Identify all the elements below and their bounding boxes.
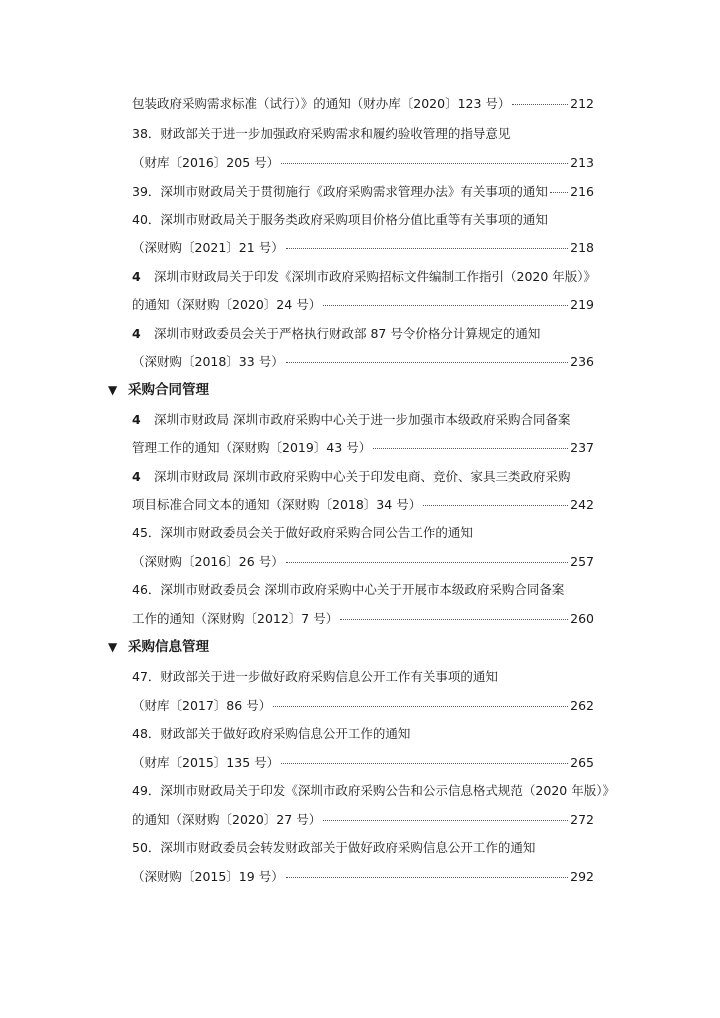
toc-entry-title[interactable]: 40．深圳市财政局关于服务类政府采购项目价格分值比重等有关事项的通知 (132, 212, 548, 227)
toc-entry[interactable]: 管理工作的通知（深财购〔2019〕43 号） 237 (132, 438, 594, 458)
toc-entry-title[interactable]: 4 深圳市财政局 深圳市政府采购中心关于进一步加强市本级政府采购合同备案 (132, 410, 594, 430)
toc-entry-title[interactable]: 49．深圳市财政局关于印发《深圳市政府采购公告和公示信息格式规范（2020 年版）》 (132, 783, 615, 798)
toc-entry-title[interactable]: 45．深圳市财政委员会关于做好政府采购合同公告工作的通知 (132, 525, 473, 540)
leader-dots (281, 153, 568, 164)
toc-entry-title[interactable]: 4 深圳市财政委员会关于严格执行财政部 87 号令价格分计算规定的通知 (132, 324, 594, 344)
leader-dots (373, 438, 568, 449)
entry-number: 4 (132, 469, 141, 484)
leader-dots (512, 94, 568, 105)
leader-dots (550, 182, 568, 193)
page-number: 260 (570, 611, 594, 626)
entry-number: 4 (132, 269, 141, 284)
leader-dots (323, 810, 568, 821)
triangle-down-icon: ▼ (108, 640, 118, 654)
toc-entry[interactable]: 项目标准合同文本的通知（深财购〔2018〕34 号） 242 (132, 495, 594, 515)
toc-entry[interactable]: 包装政府采购需求标准（试行）》的通知（财办库〔2020〕123 号） 212 (132, 94, 594, 114)
toc-entry[interactable]: （深财购〔2015〕19 号） 292 (132, 867, 594, 887)
page-number: 236 (570, 354, 594, 369)
page-number: 292 (570, 869, 594, 884)
leader-dots (273, 696, 568, 707)
toc-entry[interactable]: （深财购〔2018〕33 号） 236 (132, 352, 594, 372)
page-number: 242 (570, 497, 594, 512)
page-number: 218 (570, 240, 594, 255)
page-number: 257 (570, 554, 594, 569)
toc-entry-title[interactable]: 50．深圳市财政委员会转发财政部关于做好政府采购信息公开工作的通知 (132, 840, 536, 855)
leader-dots (286, 552, 568, 563)
leader-dots (340, 609, 568, 620)
toc-entry[interactable]: （财库〔2017〕86 号） 262 (132, 696, 594, 716)
triangle-down-icon: ▼ (108, 383, 118, 397)
page-number: 213 (570, 155, 594, 170)
leader-dots (423, 495, 568, 506)
toc-entry[interactable]: （深财购〔2021〕21 号） 218 (132, 238, 594, 258)
leader-dots (281, 753, 568, 764)
page-number: 272 (570, 812, 594, 827)
page-number: 219 (570, 297, 594, 312)
toc-entry-title[interactable]: 47．财政部关于进一步做好政府采购信息公开工作有关事项的通知 (132, 669, 498, 684)
toc-entry[interactable]: 工作的通知（深财购〔2012〕7 号） 260 (132, 609, 594, 629)
toc-entry-title[interactable]: 4 深圳市财政局 深圳市政府采购中心关于印发电商、竞价、家具三类政府采购 (132, 467, 594, 487)
leader-dots (323, 295, 568, 306)
toc-entry[interactable]: 39．深圳市财政局关于贯彻施行《政府采购需求管理办法》有关事项的通知 216 (132, 182, 594, 202)
page-number: 262 (570, 698, 594, 713)
entry-number: 4 (132, 326, 141, 341)
toc-entry[interactable]: （财库〔2015〕135 号） 265 (132, 753, 594, 773)
toc-entry-title[interactable]: 38．财政部关于进一步加强政府采购需求和履约验收管理的指导意见 (132, 126, 511, 141)
toc-entry[interactable]: （深财购〔2016〕26 号） 257 (132, 552, 594, 572)
section-heading-info: ▼ 采购信息管理 (108, 636, 209, 658)
toc-entry[interactable]: 的通知（深财购〔2020〕24 号） 219 (132, 295, 594, 315)
toc-entry[interactable]: （财库〔2016〕205 号） 213 (132, 153, 594, 173)
page-number: 216 (570, 184, 594, 199)
page-number: 237 (570, 440, 594, 455)
leader-dots (286, 352, 568, 363)
leader-dots (286, 238, 568, 249)
section-heading-contract: ▼ 采购合同管理 (108, 379, 209, 401)
page-number: 265 (570, 755, 594, 770)
toc-entry-title[interactable]: 48．财政部关于做好政府采购信息公开工作的通知 (132, 726, 411, 741)
entry-number: 4 (132, 412, 141, 427)
toc-entry-title[interactable]: 46．深圳市财政委员会 深圳市政府采购中心关于开展市本级政府采购合同备案 (132, 582, 565, 597)
leader-dots (286, 867, 568, 878)
toc-entry-title[interactable]: 4 深圳市财政局关于印发《深圳市政府采购招标文件编制工作指引（2020 年版）》 (132, 267, 594, 287)
page-number: 212 (570, 96, 594, 111)
toc-entry[interactable]: 的通知（深财购〔2020〕27 号） 272 (132, 810, 594, 830)
